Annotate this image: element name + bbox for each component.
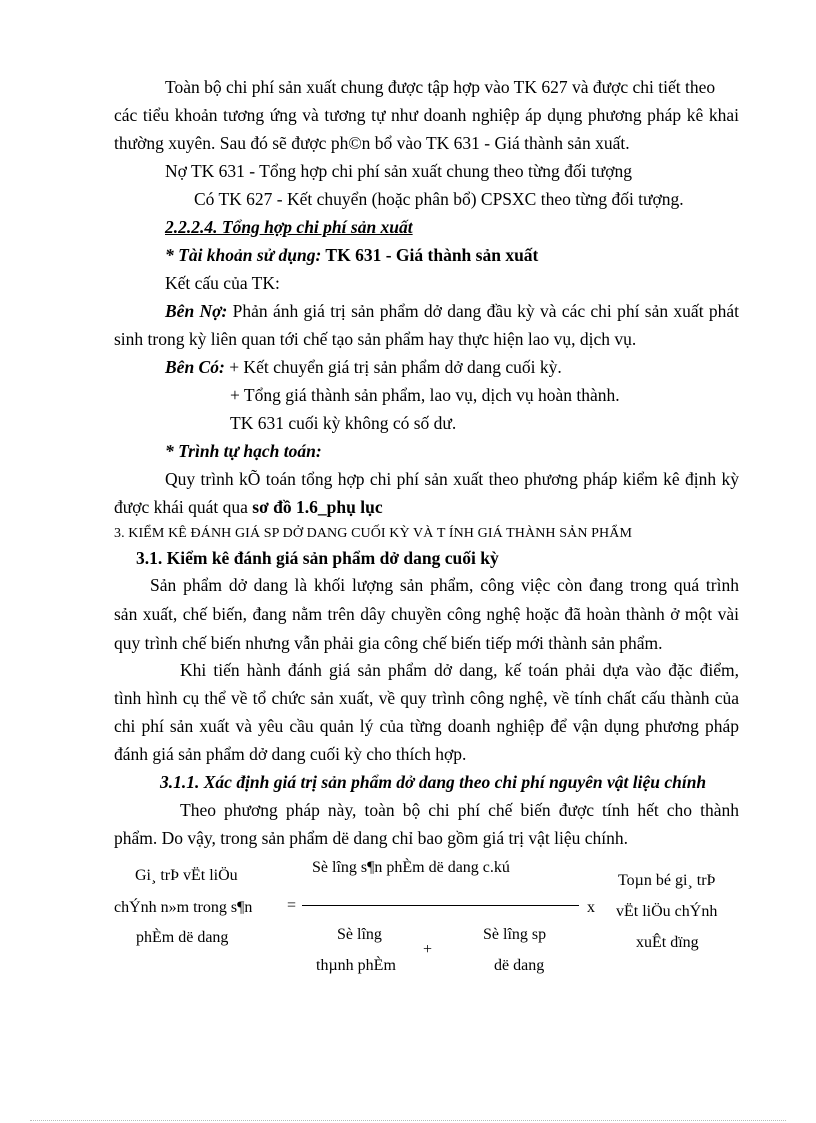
page-bottom-divider xyxy=(30,1120,786,1121)
credit-side-item: + Tổng giá thành sản phẩm, lao vụ, dịch vụ hoàn thành. xyxy=(230,385,620,405)
paragraph-line: Khi tiến hành đánh giá sản phẩm dở dang, kế toán phải dựa vào đặc điểm, xyxy=(180,660,739,680)
paragraph-line: tình hình cụ thể về tổ chức sản xuất, về quy trình công nghệ, về tính chất cấu thành của xyxy=(114,688,739,708)
formula-numerator: Sè lîng s¶n phÈm dë dang c.kú xyxy=(312,859,510,876)
paragraph-line: đánh giá sản phẩm dở dang cuối kỳ cho thích hợp. xyxy=(114,744,467,764)
section-heading-3: 3. KIỂM KÊ ĐÁNH GIÁ SP DỞ DANG CUỐI KỲ VÀ T ÍNH GIÁ THÀNH SẢN PHẨM xyxy=(114,526,632,541)
debit-side-line xyxy=(165,301,739,321)
paragraph-line: Quy trình kÕ toán tổng hợp chi phí sản xuất theo phương pháp kiểm kê định kỳ xyxy=(165,469,739,489)
paragraph-line xyxy=(114,497,383,517)
formula-denominator-a: Sè lîng xyxy=(337,926,382,943)
formula-right-line: Toµn bé gi¸ trÞ xyxy=(618,872,716,889)
paragraph-line: thường xuyên. Sau đó sẽ được ph©n bổ vào TK 631 - Giá thành sản xuất. xyxy=(114,133,630,153)
paragraph-line: sản xuất, chế biến, đang nằm trên dây chuyền công nghệ hoặc đã hoàn thành ở một vài xyxy=(114,604,739,624)
debit-side-text: Phản ánh giá trị sản phẩm dở dang đầu kỳ và các chi phí sản xuất phát xyxy=(227,301,739,321)
fraction-bar xyxy=(302,905,579,906)
diagram-reference: sơ đồ 1.6_phụ lục xyxy=(252,497,383,517)
formula-denominator-b: Sè lîng sp xyxy=(483,926,547,943)
paragraph-line: Theo phương pháp này, toàn bộ chi phí chế biến được tính hết cho thành xyxy=(180,800,739,820)
credit-side-item: TK 631 cuối kỳ không có số dư. xyxy=(230,413,457,433)
formula-left-line: Gi¸ trÞ vËt liÖu xyxy=(135,867,238,884)
formula-left-line: phÈm dë dang xyxy=(136,929,229,946)
plus-sign: + xyxy=(423,941,433,958)
accounting-procedure-label: * Trình tự hạch toán: xyxy=(165,441,322,461)
multiply-sign: x xyxy=(587,899,595,916)
formula-denominator-a: thµnh phÈm xyxy=(316,957,396,974)
account-used-label: * Tài khoản sử dụng: xyxy=(165,245,322,265)
section-heading-2224: 2.2.2.4. Tổng hợp chi phí sản xuất xyxy=(165,217,413,237)
paragraph-line: quy trình chế biến nhưng vẫn phải gia công chế biến tiếp mới thành sản phẩm. xyxy=(114,633,663,653)
section-heading-311: 3.1.1. Xác định giá trị sản phẩm dở dang theo chi phí nguyên vật liệu chính xyxy=(160,772,707,792)
credit-entry: Có TK 627 - Kết chuyển (hoặc phân bổ) CPSXC theo từng đối tượng. xyxy=(194,189,684,209)
debit-entry: Nợ TK 631 - Tổng hợp chi phí sản xuất chung theo từng đối tượng xyxy=(165,161,633,181)
paragraph-line: Toàn bộ chi phí sản xuất chung được tập hợp vào TK 627 và được chi tiết theo xyxy=(165,77,716,97)
formula-left-line: chÝnh n»m trong s¶n xyxy=(114,899,253,916)
credit-side-label: Bên Có: xyxy=(165,357,225,377)
formula-right-line: vËt liÖu chÝnh xyxy=(616,903,718,920)
account-used-value: TK 631 - Giá thành sản xuất xyxy=(321,245,539,265)
credit-side-text: + Kết chuyển giá trị sản phẩm dở dang cuối kỳ. xyxy=(224,357,562,377)
paragraph-line: sinh trong kỳ liên quan tới chế tạo sản phẩm hay thực hiện lao vụ, dịch vụ. xyxy=(114,329,637,349)
formula-denominator-b: dë dang xyxy=(494,957,545,974)
paragraph-line: các tiểu khoản tương ứng và tương tự như doanh nghiệp áp dụng phương pháp kê khai xyxy=(114,105,739,125)
equals-sign: = xyxy=(287,897,297,914)
paragraph-text: được khái quát qua xyxy=(114,497,253,517)
formula-right-line: xuÊt dïng xyxy=(636,934,699,951)
account-used-line xyxy=(165,245,538,265)
paragraph-line: chi phí sản xuất và yêu cầu quản lý của từng doanh nghiệp để vận dụng phương pháp xyxy=(114,716,739,736)
debit-side-label: Bên Nợ: xyxy=(165,301,228,321)
credit-side-line xyxy=(165,357,562,377)
section-heading-31: 3.1. Kiểm kê đánh giá sản phẩm dở dang cuối kỳ xyxy=(136,548,499,568)
paragraph-line: Sản phẩm dở dang là khối lượng sản phẩm, công việc còn đang trong quá trình xyxy=(150,575,739,595)
paragraph-line: phẩm. Do vậy, trong sản phẩm dë dang chỉ bao gồm giá trị vật liệu chính. xyxy=(114,828,629,848)
structure-label: Kết cấu của TK: xyxy=(165,273,280,293)
